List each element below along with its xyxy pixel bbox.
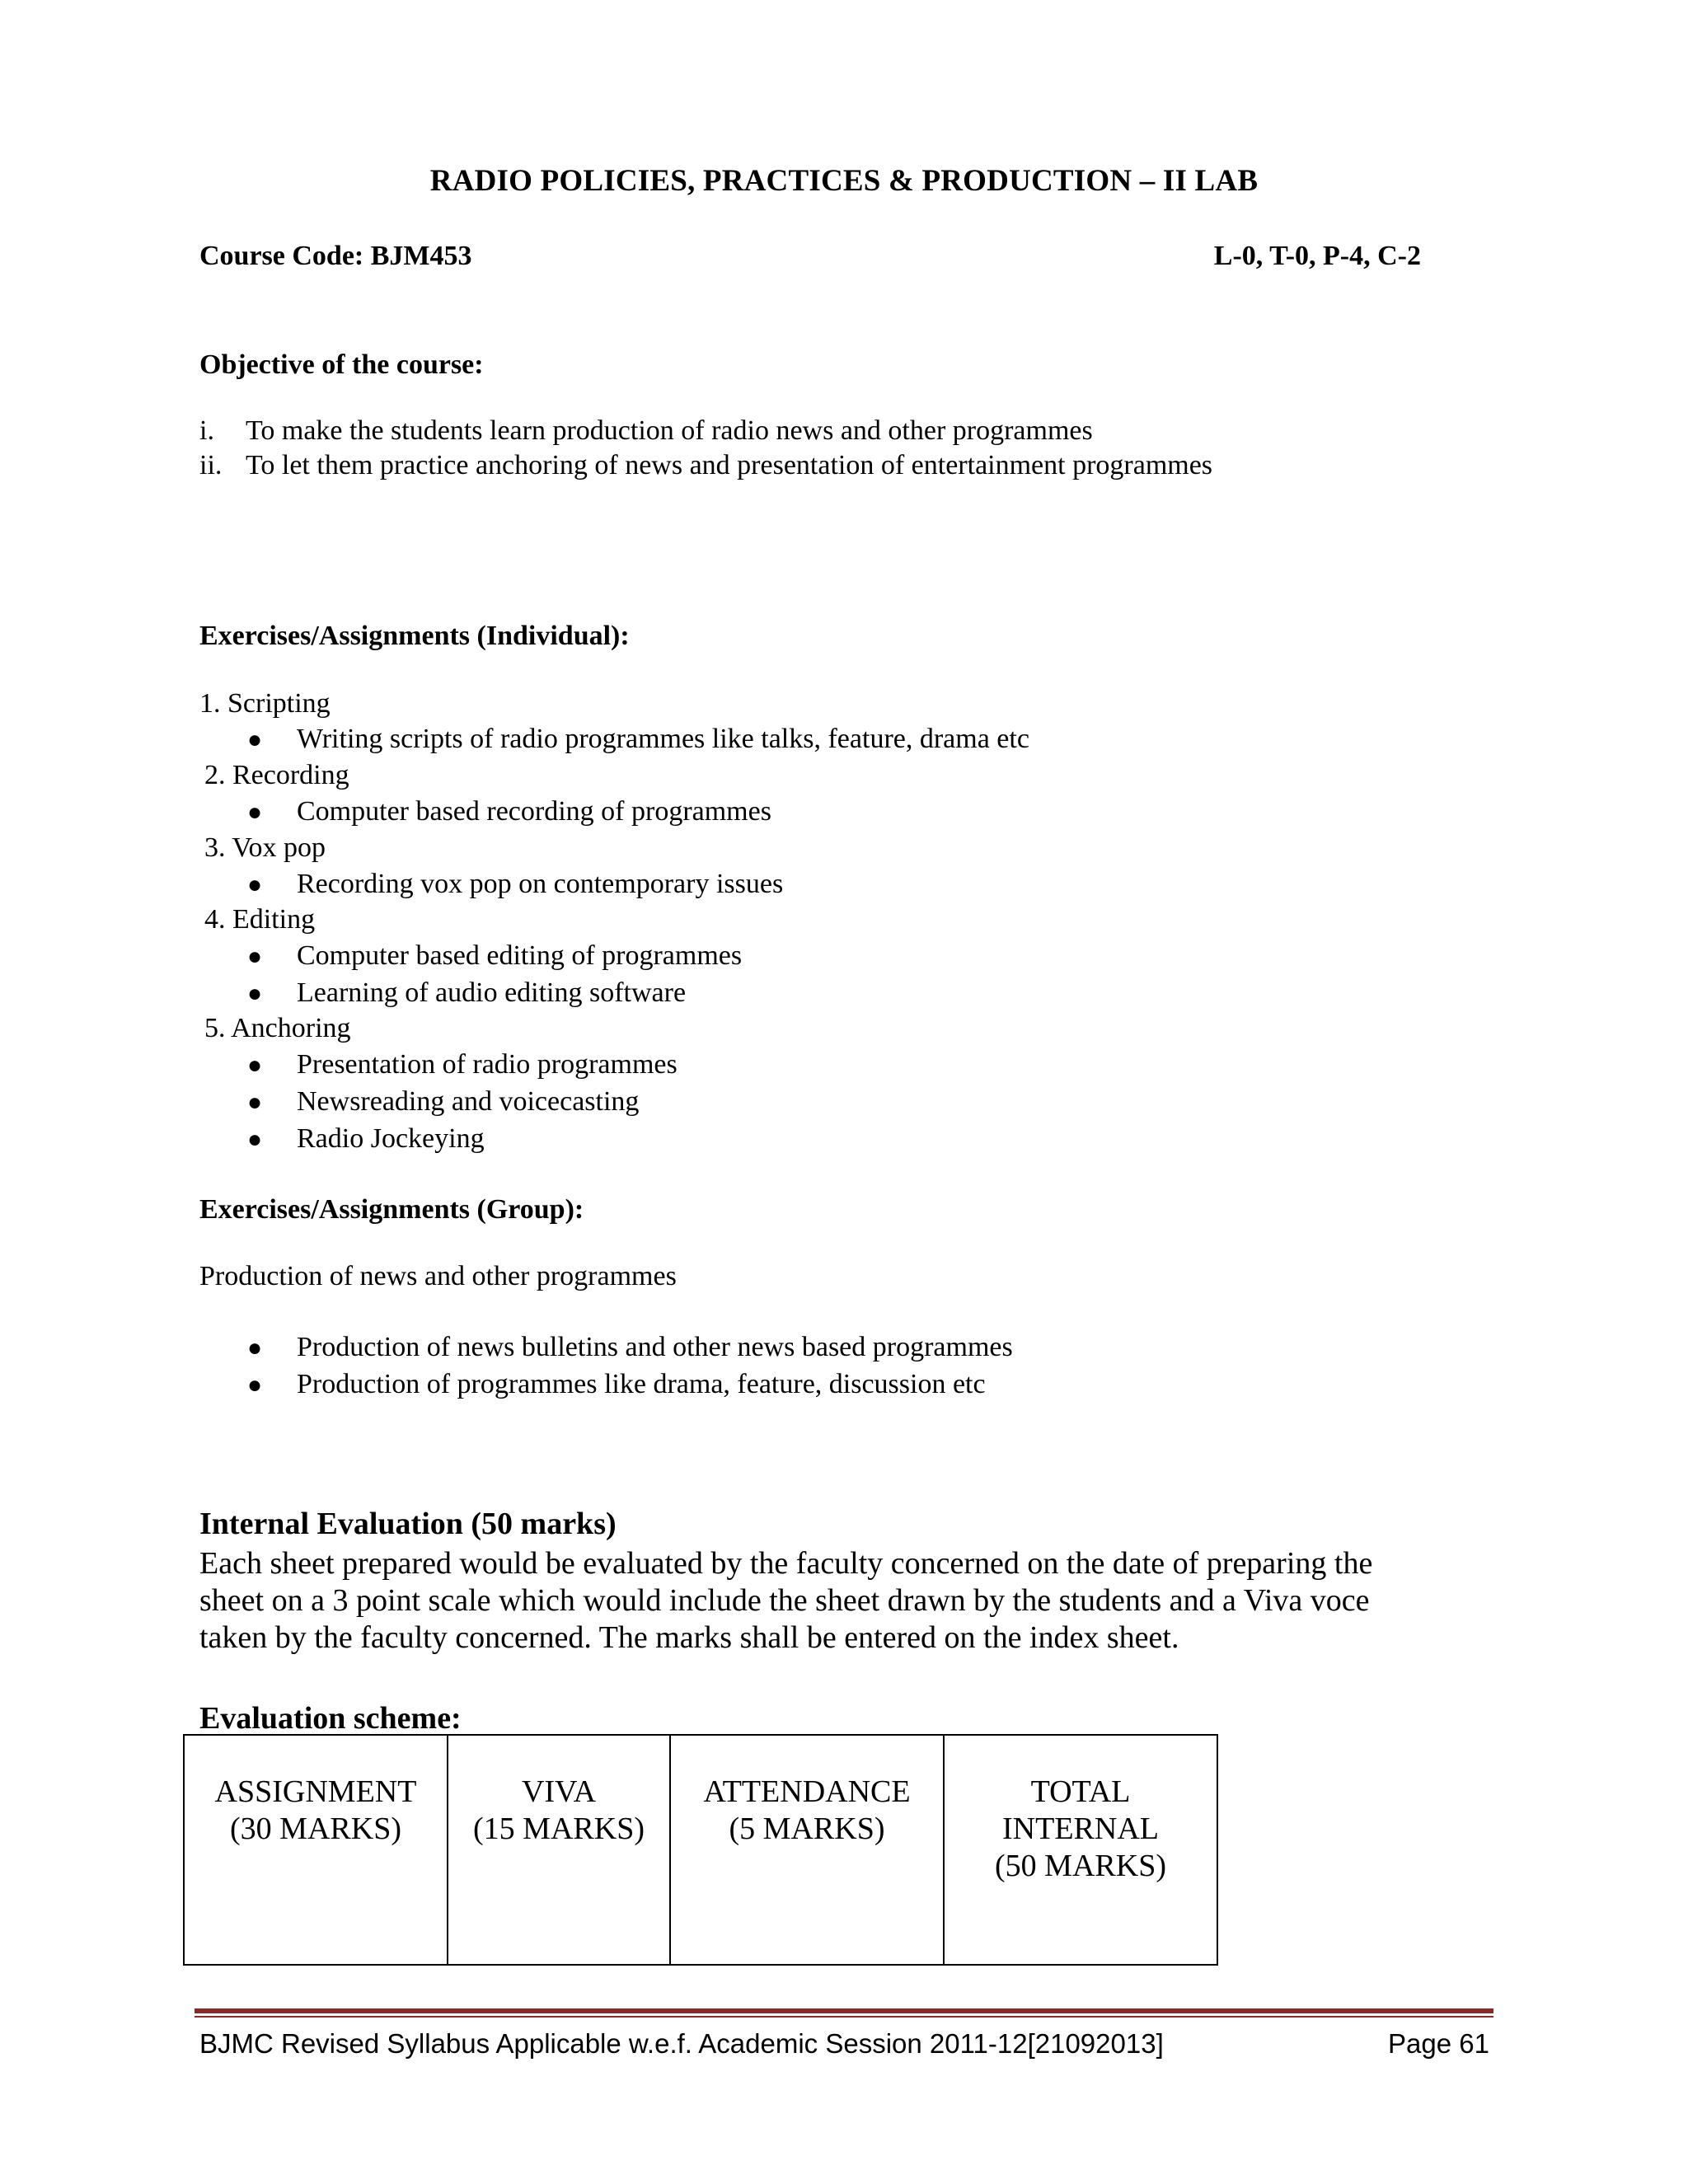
bullet-icon: ● (247, 799, 263, 826)
list-item: ● Learning of audio editing software (247, 977, 687, 1008)
objective-item (199, 450, 1212, 481)
section-label: 2. Recording (204, 760, 349, 790)
bullet-icon: ● (247, 1052, 263, 1079)
evaluation-scheme-heading: Evaluation scheme: (199, 1701, 462, 1736)
list-item: ● Production of programmes like drama, feature, discussion etc (247, 1369, 986, 1399)
objective-text: To make the students learn production of radio news and other programmes (246, 415, 1093, 446)
table-cell-attendance: ATTENDANCE (5 MARKS) (670, 1735, 944, 1965)
page-title: RADIO POLICIES, PRACTICES & PRODUCTION – II LAB (429, 164, 1259, 198)
bullet-icon: ● (247, 1089, 263, 1116)
section-label: 4. Editing (204, 904, 316, 935)
evaluation-table (183, 1734, 1218, 1966)
list-item: ● Production of news bulletins and other news based programmes (247, 1332, 1013, 1362)
objective-item (199, 415, 1093, 447)
paragraph-line: taken by the faculty concerned. The marks shall be entered on the index sheet. (199, 1620, 1179, 1655)
list-item: ● Computer based editing of programmes (247, 940, 743, 971)
list-item: ● Presentation of radio programmes (247, 1049, 678, 1080)
individual-heading: Exercises/Assignments (Individual): (199, 621, 630, 651)
list-item: ● Radio Jockeying (247, 1123, 485, 1154)
section-label: 1. Scripting (199, 688, 331, 719)
paragraph-line: sheet on a 3 point scale which would include the sheet drawn by the students and a Viva voce (199, 1583, 1370, 1618)
group-heading: Exercises/Assignments (Group): (199, 1194, 584, 1225)
footer-text: BJMC Revised Syllabus Applicable w.e.f. Academic Session 2011-12[21092013] (199, 2028, 1164, 2059)
list-item: ● Computer based recording of programmes (247, 796, 771, 827)
bullet-icon: ● (247, 726, 263, 753)
list-item: ● Recording vox pop on contemporary issues (247, 869, 784, 899)
list-item: ● Writing scripts of radio programmes like talks, feature, drama etc (247, 724, 1029, 754)
bullet-icon: ● (247, 1334, 263, 1361)
objective-number: i. (199, 415, 214, 446)
table-cell-viva: VIVA (15 MARKS) (448, 1735, 670, 1965)
group-intro: Production of news and other programmes (199, 1261, 677, 1291)
internal-evaluation-text (199, 1545, 1461, 1657)
objective-number: ii. (199, 450, 223, 480)
bullet-icon: ● (247, 1371, 263, 1399)
footer-rule-thin (195, 2016, 1493, 2018)
table-cell-total: TOTAL INTERNAL (50 MARKS) (944, 1735, 1217, 1965)
bullet-icon: ● (247, 980, 263, 1007)
section-label: 3. Vox pop (204, 832, 326, 863)
internal-evaluation-heading: Internal Evaluation (50 marks) (199, 1507, 617, 1541)
course-code: Course Code: BJM453 (199, 241, 472, 271)
objective-text: To let them practice anchoring of news and presentation of entertainment programmes (246, 450, 1213, 480)
table-row (184, 1735, 1217, 1965)
page-number: Page 61 (1388, 2028, 1489, 2059)
list-item: ● Newsreading and voicecasting (247, 1086, 640, 1117)
section-label: 5. Anchoring (204, 1013, 351, 1043)
bullet-icon: ● (247, 871, 263, 898)
objective-heading: Objective of the course: (199, 349, 484, 380)
bullet-icon: ● (247, 943, 263, 970)
footer-rule (195, 2008, 1493, 2013)
course-credits: L-0, T-0, P-4, C-2 (1213, 241, 1421, 271)
bullet-icon: ● (247, 1126, 263, 1153)
table-cell-assignment: ASSIGNMENT (30 MARKS) (184, 1735, 448, 1965)
paragraph-line: Each sheet prepared would be evaluated by the faculty concerned on the date of preparing the (199, 1546, 1373, 1581)
